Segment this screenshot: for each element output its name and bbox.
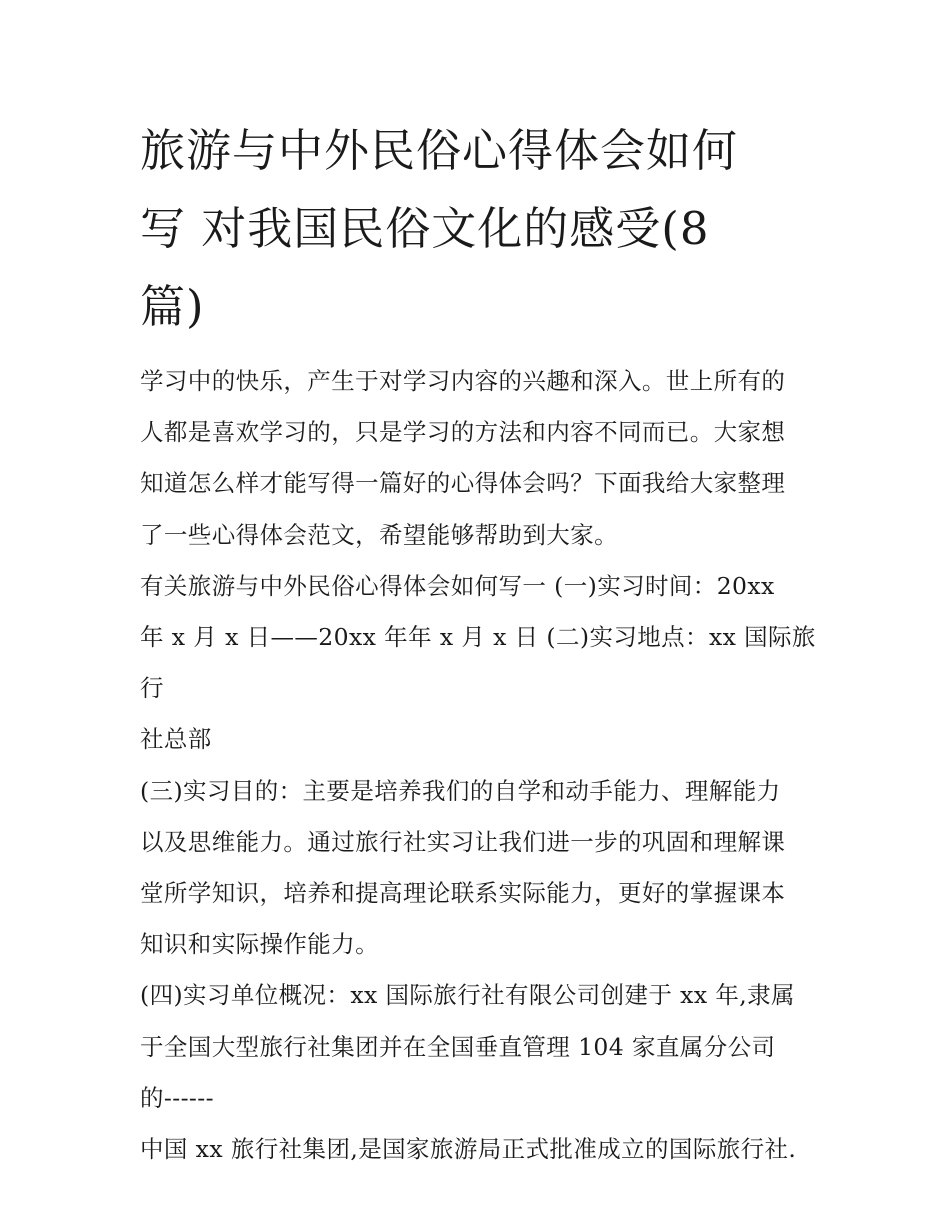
text-line: 知识和实际操作能力。 [140,930,379,959]
internship-time-location-paragraph [140,561,820,766]
document-title [140,112,820,346]
intro-paragraph [140,356,820,561]
text-line: 人都是喜欢学习的，只是学习的方法和内容不同而已。大家想 [140,418,786,447]
title-line: 旅游与中外民俗心得体会如何 [140,124,739,177]
title-line: 写 对我国民俗文化的感受(8 [140,202,710,255]
internship-purpose-paragraph [140,766,820,971]
text-line: 的------ [140,1083,214,1112]
text-line: 堂所学知识，培养和提高理论联系实际能力，更好的掌握课本 [140,879,786,908]
text-line: 年 x 月 x 日——20xx 年年 x 月 x 日 (二)实习地点：xx 国际旅行 [140,623,816,703]
text-line: 了一些心得体会范文，希望能够帮助到大家。 [140,520,618,549]
company-overview-paragraph [140,970,820,1124]
text-line: 中国 xx 旅行社集团,是国家旅游局正式批准成立的国际旅行社. [140,1135,797,1164]
text-line: 学习中的快乐，产生于对学习内容的兴趣和深入。世上所有的 [140,367,786,395]
text-line: 有关旅游与中外民俗心得体会如何写一 (一)实习时间：20xx [140,571,775,600]
text-line: 以及思维能力。通过旅行社实习让我们进一步的巩固和理解课 [140,827,786,856]
title-line: 篇) [140,280,205,333]
group-description-paragraph [140,1124,820,1175]
document-body [140,356,820,1175]
text-line: 社总部 [140,725,212,754]
text-line: (四)实习单位概况：xx 国际旅行社有限公司创建于 xx 年,隶属 [140,981,795,1010]
text-line: 知道怎么样才能写得一篇好的心得体会吗？下面我给大家整理 [140,469,786,498]
text-line: (三)实习目的：主要是培养我们的自学和动手能力、理解能力 [140,776,781,805]
text-line: 于全国大型旅行社集团并在全国垂直管理 104 家直属分公司 [140,1032,776,1061]
